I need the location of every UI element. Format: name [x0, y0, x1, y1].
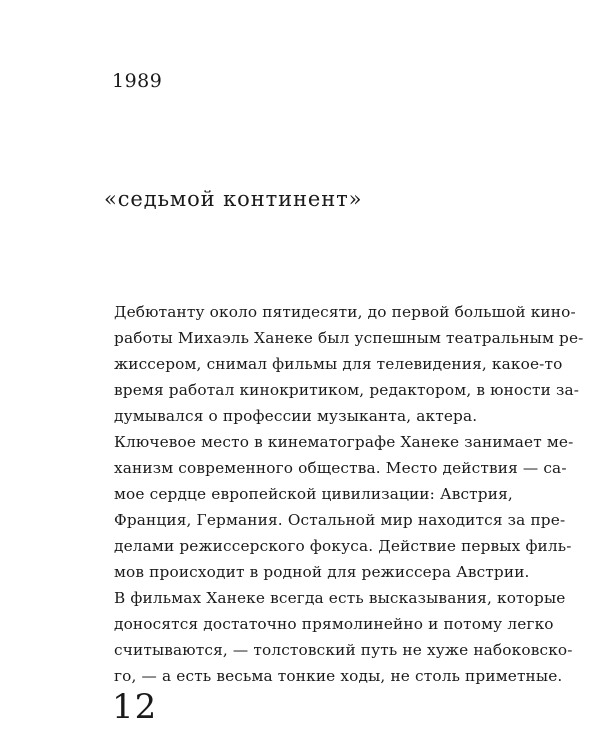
text-line: го, — а есть весьма тонкие ходы, не столь приметные. — [114, 667, 563, 685]
text-line: Дебютанту около пятидесяти, до первой большой кино- — [114, 303, 576, 321]
year-heading: 1989 — [112, 70, 163, 92]
page-number: 12 — [112, 687, 158, 727]
text-line: делами режиссерского фокуса. Действие первых филь- — [114, 537, 572, 555]
text-line: В фильмах Ханеке всегда есть высказывания, которые — [114, 589, 566, 607]
chapter-title: «седьмой континент» — [104, 187, 363, 211]
body-paragraphs — [114, 299, 584, 689]
text-line: ханизм современного общества. Место действия — са- — [114, 459, 567, 477]
text-line: считываются, — толстовский путь не хуже набоковско- — [114, 641, 573, 659]
text-line: Франция, Германия. Остальной мир находится за пре- — [114, 511, 566, 529]
text-line: жиссером, снимал фильмы для телевидения, какое-то — [114, 355, 563, 373]
text-line: думывался о профессии музыканта, актера. — [114, 407, 478, 425]
text-line: доносятся достаточно прямолинейно и потому легко — [114, 615, 554, 633]
text-line: Ключевое место в кинематографе Ханеке занимает ме- — [114, 433, 574, 451]
text-line: мое сердце европейской цивилизации: Австрия, — [114, 485, 513, 503]
text-line: работы Михаэль Ханеке был успешным театральным ре- — [114, 329, 584, 347]
text-line: мов происходит в родной для режиссера Австрии. — [114, 563, 530, 581]
text-line: время работал кинокритиком, редактором, в юности за- — [114, 381, 580, 399]
